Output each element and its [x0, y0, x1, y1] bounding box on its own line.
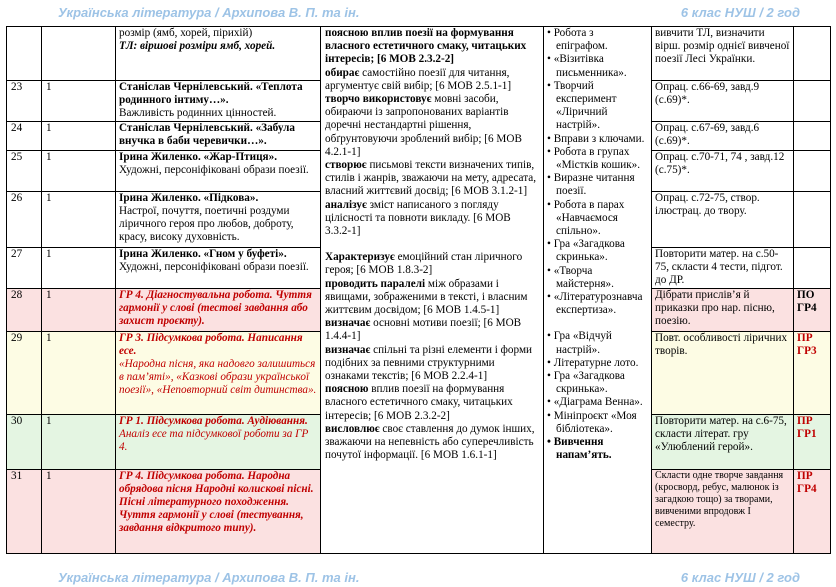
lesson-hours: 1 [42, 247, 116, 288]
lesson-hours: 1 [42, 288, 116, 331]
lesson-topic [116, 27, 321, 81]
lesson-number: 25 [7, 150, 42, 191]
lesson-hours: 1 [42, 150, 116, 191]
lesson-topic [116, 247, 321, 288]
page-header [0, 0, 836, 22]
homework: Опрац. с.67-69, завд.6 (с.69)*. [652, 121, 794, 150]
lesson-number: 27 [7, 247, 42, 288]
extra-mark [794, 191, 831, 247]
activity-item: • Робота в групах «Містків кошик». [547, 145, 641, 172]
homework: вивчити ТЛ, визначити вірш. розмір однієї вивченої поезії Лесі Українки. [652, 27, 794, 81]
result-item: поясною вплив поезії на формування власного естетичного смаку, читацьких інтересів; [6 МОВ 2.3.2-2] [325, 27, 527, 66]
topic-note: Важливість родинних цінностей. [119, 107, 277, 120]
extra-mark: ПР ГР4 [794, 469, 831, 553]
table-row [7, 27, 831, 81]
lesson-topic [116, 121, 321, 150]
lesson-topic [116, 191, 321, 247]
footer-book-title: Українська література / Архипова В. П. та ін. [58, 570, 360, 585]
activity-item: • «Діаграма Венна». [547, 396, 643, 409]
result-item: Характеризує емоційний стан ліричного героя; [6 МОВ 1.8.3-2] [325, 251, 523, 277]
lesson-topic [116, 150, 321, 191]
lesson-topic [116, 331, 321, 414]
homework: Опрац. с.70-71, 74 , завд.12 (с.75)*. [652, 150, 794, 191]
topic-title: Ірина Жиленко. «Жар-Птиця». [119, 150, 277, 163]
header-book-title: Українська література / Архипова В. П. та ін. [58, 5, 360, 20]
activity-item: • «Літературознавча експертиза». [547, 291, 643, 317]
lesson-hours: 1 [42, 331, 116, 414]
lesson-number: 29 [7, 331, 42, 414]
activity-item: • Гра «Загадкова скринька». [547, 370, 625, 396]
result-item: проводить паралелі між образами і явищами, зображеними в тексті, і власним життєвим досвідом; [6 МОВ 1.4.5-1] [325, 277, 528, 317]
activity-item: • Виразне читання поезії. [547, 172, 635, 198]
extra-mark: ПР ГР1 [794, 414, 831, 469]
activity-item: • Вправи з ключами. [547, 132, 645, 145]
topic-title: ГР 1. Підсумкова робота. Аудіювання. [119, 414, 308, 427]
lesson-hours [42, 27, 116, 81]
topic-note: Художні, персоніфіковані образи поезії. [119, 163, 309, 176]
topic-title: ГР 3. Підсумкова робота. Написання есе. [119, 331, 303, 357]
topic-line: розмір (ямб, хорей, пірихій) [119, 27, 253, 39]
topic-title: Станіслав Чернілевський. «Теплота родинного інтиму…». [119, 81, 303, 107]
homework: Повт. особливості ліричних творів. [652, 331, 794, 414]
lesson-topic [116, 414, 321, 469]
lesson-topic: ГР 4. Підсумкова робота. Народна обрядова пісня Народні колискові пісні. Пісні літературного походження. Чуття гармонії у слові (тестування, завдання відкритого типу). [116, 469, 321, 553]
activity-item: • Творчий експеримент «Ліричний настрій». [547, 79, 617, 132]
lesson-number: 31 [7, 469, 42, 553]
extra-mark [794, 247, 831, 288]
topic-title: Ірина Жиленко. «Підкова». [119, 191, 259, 204]
activity-item: • «Творча майстерня». [547, 264, 614, 290]
extra-mark [794, 150, 831, 191]
topic-note: Аналіз есе та підсумкової роботи за ГР 4. [119, 427, 309, 454]
topic-title: Станіслав Чернілевський. «Забула внучка в баби черевички…». [119, 121, 296, 147]
activity-item: • Літературне лото. [547, 356, 639, 369]
lesson-hours: 1 [42, 81, 116, 122]
lesson-number: 23 [7, 81, 42, 122]
lesson-plan-table [6, 26, 831, 554]
lesson-topic [116, 81, 321, 122]
extra-mark: ПО ГР4 [794, 288, 831, 331]
header-grade: 6 клас НУШ / 2 год [680, 5, 800, 20]
result-item: аналізує зміст написаного з погляду цілісності та повноти викладу. [6 МОВ 3.3.2-1] [325, 198, 511, 238]
extra-mark: ПР ГР3 [794, 331, 831, 414]
extra-mark [794, 27, 831, 81]
homework: Повторити матер. на с.50-75, скласти 4 тести, підгот. до ДР. [652, 247, 794, 288]
activity-item: • Робота з епіграфом. [547, 27, 608, 53]
learning-results [321, 27, 544, 554]
lesson-number [7, 27, 42, 81]
lesson-hours: 1 [42, 414, 116, 469]
homework: Опрац. с.72-75, створ. ілюстрац. до твору. [652, 191, 794, 247]
result-item: висловлює своє ставлення до думок інших, зважаючи на непевність або суперечливість почутої інформації. [6 МОВ 1.6.1-1] [325, 422, 535, 462]
lesson-number: 24 [7, 121, 42, 150]
result-item: визначає основні мотиви поезії; [6 МОВ 1.4.4-1] [325, 317, 522, 343]
extra-mark [794, 121, 831, 150]
activity-item: • Робота в парах «Навчаємося спільно». [547, 198, 625, 238]
activity-item: • Мініпроєкт «Моя бібліотека». [547, 409, 637, 435]
homework: Дібрати прислів’я й приказки про нар. пісню, поезію. [652, 288, 794, 331]
topic-line: ТЛ: віршові розміри ямб, хорей. [119, 40, 276, 53]
result-item: визначає спільні та різні елементи і форми подібних за певними структурними ознаками текстів; [6 МОВ 2.2.4-1] [325, 343, 533, 383]
result-item: створює письмові тексти визначених типів, стилів і жанрів, зважаючи на мету, адресата, власний життєвий досвід; [6 МОВ 3.1.2-1] [325, 159, 536, 198]
lesson-hours: 1 [42, 191, 116, 247]
homework: Скласти одне творче завдання (кросворд, ребус, малюнок із загадкою тощо) за творами, вивченими впродовж І семестру. [652, 469, 794, 553]
extra-mark [794, 81, 831, 122]
lesson-number: 30 [7, 414, 42, 469]
homework: Повторити матер. на с.6-75, скласти літерат. гру «Улюблений герой». [652, 414, 794, 469]
page-footer [0, 565, 836, 587]
lesson-number: 28 [7, 288, 42, 331]
result-item: поясною вплив поезії на формування власного естетичного смаку, читацьких інтересів; [6 МОВ 2.3.2-2] [325, 383, 513, 422]
homework: Опрац. с.66-69, завд.9 (с.69)*. [652, 81, 794, 122]
topic-note: «Народна пісня, яка надовго залишиться в пам’яті», «Казкові образи української поезії», «Неповторний світ дитинства». [119, 358, 317, 397]
activity-item: • Гра «Загадкова скринька». [547, 238, 625, 264]
lesson-hours: 1 [42, 121, 116, 150]
lesson-topic: ГР 4. Діагностувальна робота. Чуття гармонії у слові (тестові завдання або захист проєкту). [116, 288, 321, 331]
topic-note: Художні, персоніфіковані образи поезії. [119, 260, 309, 273]
learning-activities [544, 27, 652, 554]
lesson-number: 26 [7, 191, 42, 247]
topic-title: Ірина Жиленко. «Гном у буфеті». [119, 247, 287, 260]
topic-note: Настрої, почуття, поетичні роздуми ліричного героя про любов, доброту, красу, високу духовність. [119, 204, 294, 244]
result-item: творчо використовує мовні засоби, обираючи із запропонованих варіантів доречні нестандартні рішення, обґрунтовуючи зроблений вибір; [6 МОВ 4.2.1-1] [325, 93, 522, 158]
activity-item: • Вивчення напам’ять. [547, 436, 612, 462]
result-item: обирає самостійно поезії для читання, аргументує свій вибір; [6 МОВ 2.5.1-1] [325, 66, 512, 92]
activity-item: • Гра «Відчуй настрій». [547, 330, 612, 356]
activity-item: • «Візитівка письменника». [547, 53, 627, 79]
footer-grade: 6 клас НУШ / 2 год [680, 570, 800, 585]
lesson-hours: 1 [42, 469, 116, 553]
